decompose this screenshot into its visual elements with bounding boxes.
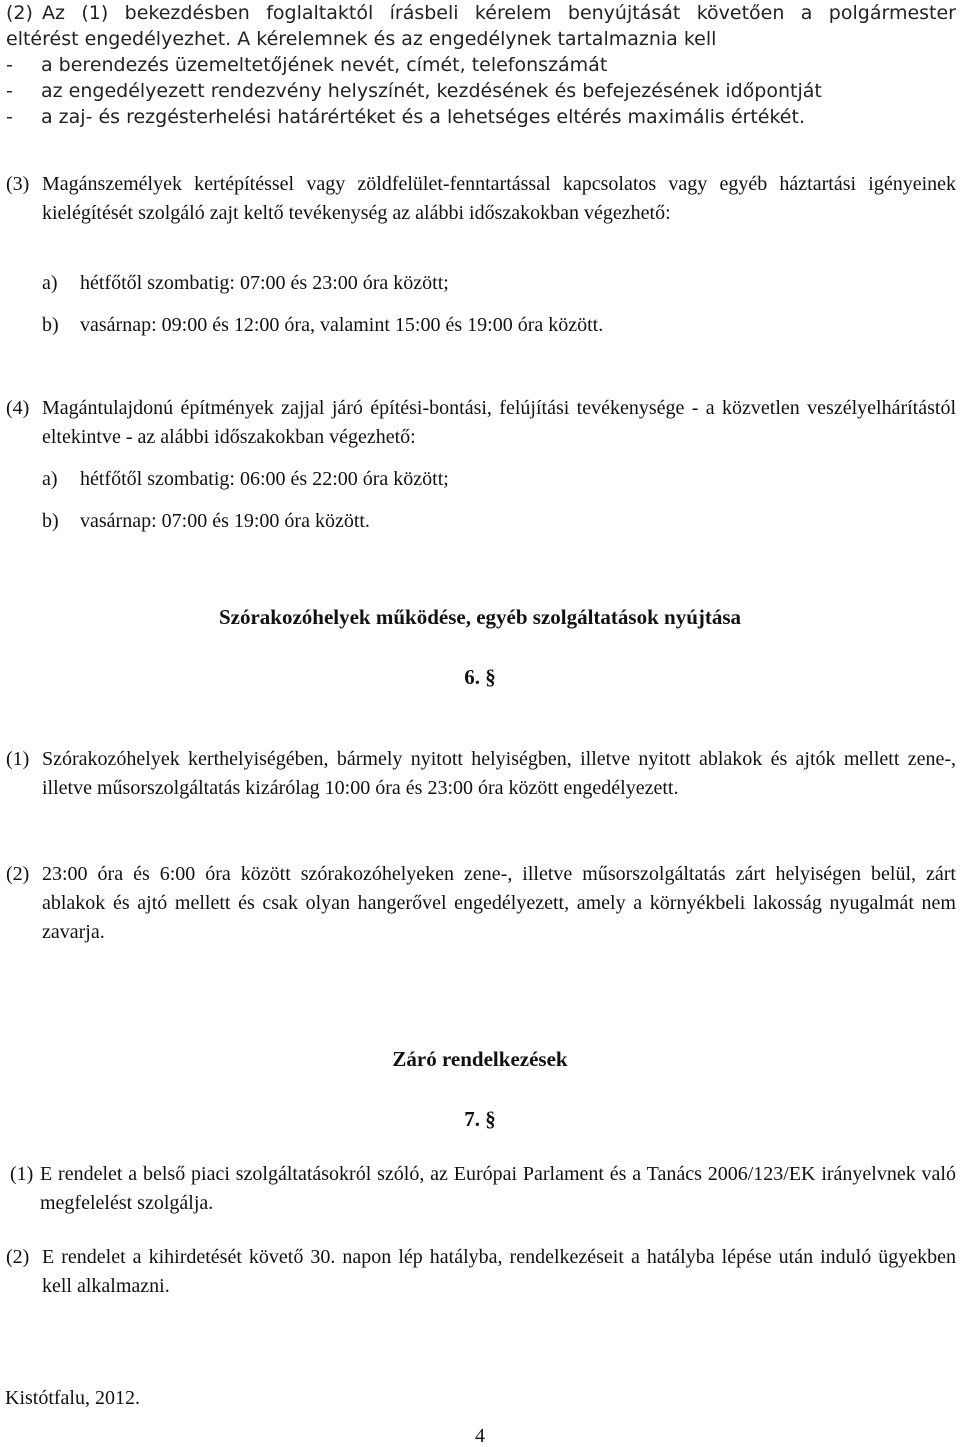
list-item [42,466,449,492]
paragraph-7-2 [6,1243,956,1301]
paragraph-4 [6,394,956,452]
section-number: 7. § [464,1107,496,1131]
paragraph-7-1 [10,1160,956,1218]
paragraph-text-line: eltérést engedélyezhet. A kérelemnek és az engedélynek tartalmaznia kell [6,28,717,50]
paragraph-text: 23:00 óra és 6:00 óra között szórakozóhelyeken zene-, illetve műsorszolgáltatás zárt helyiségen belül, zárt ablakok és ajtó mellett és csak olyan hangerővel engedélyezett, amely a környékbeli lakosság nyugalmát nem zavarja. [42,863,956,943]
list-item-text: a zaj- és rezgésterhelési határértéket és a lehetséges eltérés maximális értékét. [41,106,805,128]
paragraph-number: (3) [6,173,30,195]
paragraph-number: (2) [6,863,30,885]
paragraph-text-line: Az (1) bekezdésben foglaltaktól írásbeli kérelem benyújtását követően a polgármester [42,2,956,24]
paragraph-number: (2) [6,1246,30,1268]
paragraph-text: Szórakozóhelyek kerthelyiségében, bármely nyitott helyiségben, illetve nyitott ablakok és ajtók mellett zene-, illetve műsorszolgáltatás kizárólag 10:00 óra és 23:00 óra között engedélyezett. [42,748,956,799]
paragraph-number: (1) [10,1163,34,1185]
section-number: 6. § [464,665,496,689]
paragraph-6-1 [6,745,956,803]
list-item-label: a) [42,272,58,294]
list-item: - az engedélyezett rendezvény helyszínét, kezdésének és befejezésének időpontját [6,80,822,102]
list-item: - a berendezés üzemeltetőjének nevét, címét, telefonszámát [6,54,608,76]
list-item: - a zaj- és rezgésterhelési határértéket és a lehetséges eltérés maximális értékét. [6,106,805,128]
list-item-text: a berendezés üzemeltetőjének nevét, címét, telefonszámát [41,54,608,76]
paragraph-2-top [6,0,956,130]
list-item-text: vasárnap: 07:00 és 19:00 óra között. [80,510,370,532]
list-item-text: az engedélyezett rendezvény helyszínét, kezdésének és befejezésének időpontját [41,80,822,102]
place-and-date: Kistótfalu, 2012. [5,1387,140,1409]
paragraph-6-2 [6,860,956,947]
list-item [42,270,449,296]
list-item-label: b) [42,314,59,336]
list-item [42,508,370,534]
list-item-label: a) [42,468,58,490]
paragraph-3 [6,170,956,228]
paragraph-text: E rendelet a kihirdetését követő 30. napon lép hatályba, rendelkezéseit a hatályba lépése után induló ügyekben kell alkalmazni. [42,1246,956,1297]
list-item-text: hétfőtől szombatig: 06:00 és 22:00 óra között; [80,468,449,490]
paragraph-text: Magánszemélyek kertépítéssel vagy zöldfelület-fenntartással kapcsolatos vagy egyéb háztartási igényeinek kielégítését szolgáló zajt keltő tevékenység az alábbi időszakokban végezhető: [42,173,956,224]
paragraph-number: (2) [6,2,33,24]
list-item-text: hétfőtől szombatig: 07:00 és 23:00 óra között; [80,272,449,294]
page-number: 4 [475,1425,485,1447]
list-item-text: vasárnap: 09:00 és 12:00 óra, valamint 15:00 és 19:00 óra között. [80,314,604,336]
list-item-label: b) [42,510,59,532]
paragraph-number: (1) [6,748,30,770]
list-item [42,312,603,338]
paragraph-text: E rendelet a belső piaci szolgáltatásokról szóló, az Európai Parlament és a Tanács 2006/123/EK irányelvnek való megfelelést szolgálja. [40,1163,956,1214]
paragraph-number: (4) [6,397,30,419]
section-title: Szórakozóhelyek működése, egyéb szolgáltatások nyújtása [218,605,742,629]
paragraph-text: Magántulajdonú építmények zajjal járó építési-bontási, felújítási tevékenysége - a közvetlen veszélyelhárítástól eltekintve - az alábbi időszakokban végezhető: [42,397,956,448]
section-title: Záró rendelkezések [392,1047,568,1071]
